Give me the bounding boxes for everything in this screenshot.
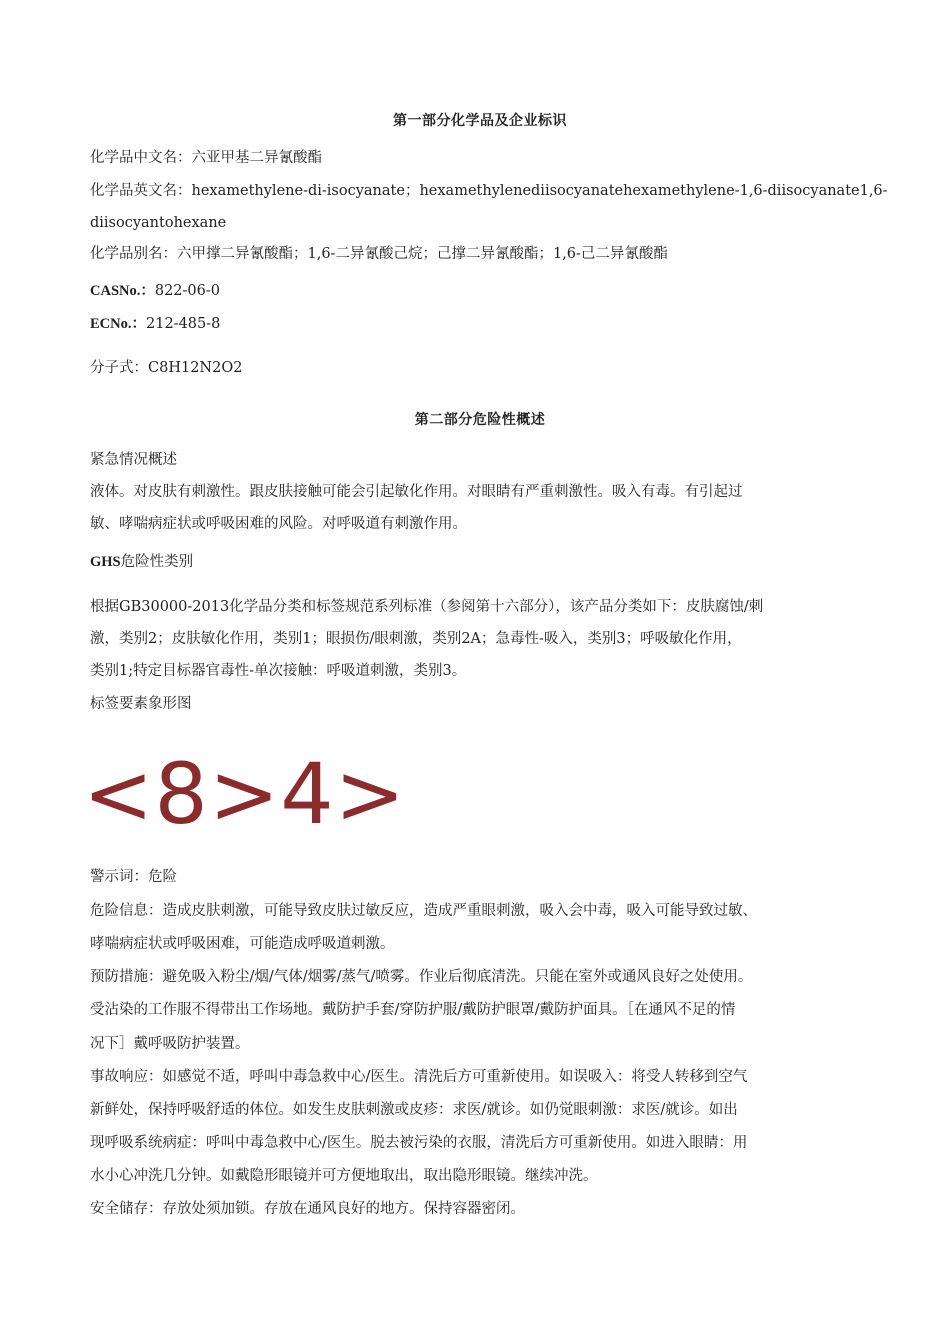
signal-word: 警示词：危险	[90, 869, 177, 885]
english-name-label-char: 学	[104, 183, 119, 199]
section1-title: 第一部分化学品及企业标识	[393, 113, 567, 129]
prevention-text-line: 预防措施：避免吸入粉尘/烟/气体/烟雾/蒸气/喷雾。作业后彻底清洗。只能在室外或通风良好之处使用。	[90, 969, 753, 985]
english-name-label-char: 名	[162, 183, 177, 199]
english-name-value-1: hexamethylene-di-isocyanate	[191, 183, 405, 199]
hazard-text-line: 危险信息：造成皮肤刺激，可能导致皮肤过敏反应，造成严重眼刺激，吸入会中毒，吸入可能导致过敏、	[90, 903, 757, 919]
chemical-alias: 化学品别名：六甲撑二异氰酸酯；1,6-二异氰酸己烷；己撑二异氰酸酯；1,6-己二异氰酸酯	[90, 246, 668, 262]
emergency-text-line: 敏、哮喘病症状或呼吸困难的风险。对呼吸道有刺激作用。	[90, 516, 467, 532]
ec-label: ECNo.：	[90, 316, 146, 332]
ghs-heading	[90, 546, 870, 579]
english-name-value-2: hexamethylenediisocyanatehexamethylene-1,6-diisocyanate1,6-	[419, 183, 888, 199]
english-name-continued: diisocyantohexane	[90, 215, 227, 231]
emergency-text-line: 液体。对皮肤有刺激性。跟皮肤接触可能会引起敏化作用。对眼睛有严重刺激性。吸入有毒。有引起过	[90, 484, 743, 500]
cas-value: 822-06-0	[154, 283, 221, 299]
pictogram-heading: 标签要素象形图	[90, 696, 192, 712]
ghs-text-line: 根据GB30000-2013化学品分类和标签规范系列标准（参阅第十六部分），该产品分类如下：皮肤腐蚀/刺	[90, 599, 764, 615]
response-text-line: 事故响应：如感觉不适，呼叫中毒急救中心/医生。清洗后方可重新使用。如误吸入：将受人转移到空气	[90, 1069, 748, 1085]
molecular-formula: 分子式：C8H12N2O2	[90, 360, 243, 376]
ec-value: 212-485-8	[146, 316, 221, 332]
english-name-label-char: 化	[90, 183, 105, 199]
english-name-line	[90, 175, 888, 208]
english-name-label-char: 英	[133, 183, 148, 199]
emergency-heading: 紧急情况概述	[90, 452, 177, 468]
ghs-text-line: 类别1;特定目标器官毒性-单次接触：呼吸道刺激，类别3。	[90, 663, 467, 679]
ghs-heading-text: 危险性类别	[120, 554, 194, 570]
storage-text: 安全储存：存放处须加锁。存放在通风良好的地方。保持容器密闭。	[90, 1201, 525, 1217]
section2-title: 第二部分危险性概述	[414, 412, 546, 428]
chinese-name: 化学品中文名：六亚甲基二异氰酸酯	[90, 150, 322, 166]
prevention-text-line: 况下］戴呼吸防护装置。	[90, 1036, 250, 1052]
cas-number	[90, 275, 870, 308]
response-text-line: 新鲜处，保持呼吸舒适的体位。如发生皮肤刺激或皮疹：求医/就诊。如仍觉眼刺激：求医/就诊。如出	[90, 1102, 738, 1118]
pictogram-placeholder: <8>4>	[83, 745, 407, 843]
english-name-label-char: 品	[119, 183, 134, 199]
english-name-separator: ；	[404, 183, 420, 199]
cas-label: CASNo.：	[90, 283, 155, 299]
hazard-text-line: 哮喘病症状或呼吸困难，可能造成呼吸道刺激。	[90, 936, 395, 952]
ec-number	[90, 308, 870, 341]
english-name-label-char: ：	[177, 183, 192, 199]
ghs-label: GHS	[90, 554, 121, 570]
response-text-line: 水小心冲洗几分钟。如戴隐形眼镜并可方便地取出，取出隐形眼镜。继续冲洗。	[90, 1168, 598, 1184]
ghs-text-line: 激，类别2；皮肤敏化作用，类别1；眼损伤/眼刺激，类别2A；急毒性-吸入，类别3；呼吸敏化作用，	[90, 631, 742, 647]
english-name-label-char: 文	[148, 183, 163, 199]
prevention-text-line: 受沾染的工作服不得带出工作场地。戴防护手套/穿防护服/戴防护眼罩/戴防护面具。［在通风不足的情	[90, 1002, 736, 1018]
response-text-line: 现呼吸系统病症：呼叫中毒急救中心/医生。脱去被污染的衣服，清洗后方可重新使用。如进入眼睛：用	[90, 1135, 748, 1151]
